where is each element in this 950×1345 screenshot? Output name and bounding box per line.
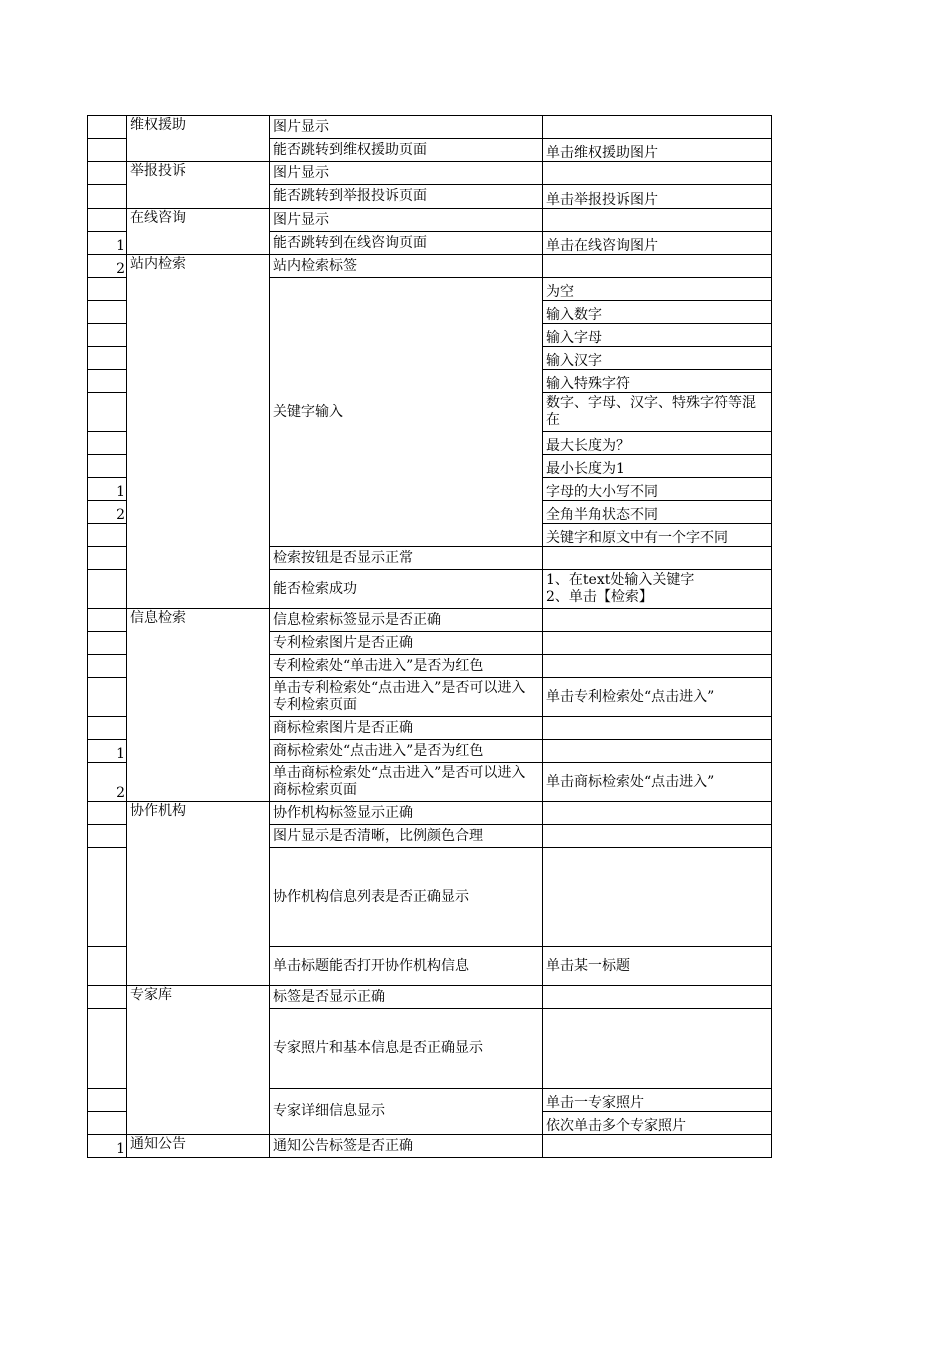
test-item-cell[interactable]: 单击专利检索处“点击进入”是否可以进入专利检索页面 bbox=[270, 678, 543, 717]
table-row bbox=[88, 1135, 772, 1158]
test-item-cell[interactable]: 能否跳转到维权援助页面 bbox=[270, 139, 543, 162]
test-action-cell[interactable]: 数字、字母、汉字、特殊字符等混在 bbox=[543, 393, 772, 432]
test-action-cell[interactable]: 最小长度为1 bbox=[543, 455, 772, 478]
row-number-cell[interactable] bbox=[88, 162, 127, 185]
test-action-cell[interactable] bbox=[543, 717, 772, 740]
test-action-cell[interactable]: 1、在text处输入关键字 2、单击【检索】 bbox=[543, 570, 772, 609]
row-number-cell[interactable]: 2 bbox=[88, 763, 127, 802]
test-item-cell[interactable]: 协作机构信息列表是否正确显示 bbox=[270, 848, 543, 947]
test-action-cell[interactable] bbox=[543, 547, 772, 570]
row-number-cell[interactable] bbox=[88, 139, 127, 162]
test-action-cell[interactable]: 最大长度为？ bbox=[543, 432, 772, 455]
module-cell[interactable]: 通知公告 bbox=[127, 1135, 270, 1158]
row-number-cell[interactable] bbox=[88, 301, 127, 324]
test-action-cell[interactable] bbox=[543, 802, 772, 825]
row-number-cell[interactable] bbox=[88, 802, 127, 825]
row-number-cell[interactable] bbox=[88, 209, 127, 232]
test-item-cell[interactable]: 图片显示是否清晰，比例颜色合理 bbox=[270, 825, 543, 848]
test-action-cell[interactable] bbox=[543, 655, 772, 678]
test-action-cell[interactable]: 输入特殊字符 bbox=[543, 370, 772, 393]
test-item-cell[interactable]: 图片显示 bbox=[270, 162, 543, 185]
test-action-cell[interactable]: 单击在线咨询图片 bbox=[543, 232, 772, 255]
row-number-cell[interactable]: 2 bbox=[88, 255, 127, 278]
module-cell[interactable]: 专家库 bbox=[127, 986, 270, 1135]
row-number-cell[interactable] bbox=[88, 1112, 127, 1135]
test-action-cell[interactable]: 关键字和原文中有一个字不同 bbox=[543, 524, 772, 547]
test-item-cell[interactable]: 专利检索处“单击进入”是否为红色 bbox=[270, 655, 543, 678]
row-number-cell[interactable] bbox=[88, 1009, 127, 1089]
test-action-cell[interactable]: 单击一专家照片 bbox=[543, 1089, 772, 1112]
table-row bbox=[88, 986, 772, 1009]
row-number-cell[interactable] bbox=[88, 986, 127, 1009]
module-cell[interactable]: 维权援助 bbox=[127, 116, 270, 162]
row-number-cell[interactable] bbox=[88, 1089, 127, 1112]
row-number-cell[interactable] bbox=[88, 825, 127, 848]
module-cell[interactable]: 在线咨询 bbox=[127, 209, 270, 255]
test-action-cell[interactable] bbox=[543, 986, 772, 1009]
test-item-cell[interactable]: 商标检索图片是否正确 bbox=[270, 717, 543, 740]
module-cell[interactable]: 举报投诉 bbox=[127, 162, 270, 209]
row-number-cell[interactable] bbox=[88, 278, 127, 301]
test-item-cell[interactable]: 单击商标检索处“点击进入”是否可以进入商标检索页面 bbox=[270, 763, 543, 802]
test-action-cell[interactable]: 字母的大小写不同 bbox=[543, 478, 772, 501]
test-item-cell[interactable]: 站内检索标签 bbox=[270, 255, 543, 278]
test-action-cell[interactable]: 单击专利检索处“点击进入” bbox=[543, 678, 772, 717]
table-row bbox=[88, 209, 772, 232]
test-action-cell[interactable] bbox=[543, 209, 772, 232]
test-action-cell[interactable] bbox=[543, 848, 772, 947]
test-item-cell[interactable]: 商标检索处“点击进入”是否为红色 bbox=[270, 740, 543, 763]
row-number-cell[interactable] bbox=[88, 393, 127, 432]
test-action-cell[interactable]: 全角半角状态不同 bbox=[543, 501, 772, 524]
row-number-cell[interactable] bbox=[88, 370, 127, 393]
table-row bbox=[88, 802, 772, 825]
row-number-cell[interactable]: 2 bbox=[88, 501, 127, 524]
table-row bbox=[88, 116, 772, 139]
row-number-cell[interactable] bbox=[88, 185, 127, 209]
test-item-cell[interactable]: 单击标题能否打开协作机构信息 bbox=[270, 947, 543, 986]
row-number-cell[interactable] bbox=[88, 524, 127, 547]
table-row bbox=[88, 162, 772, 185]
row-number-cell[interactable] bbox=[88, 570, 127, 609]
row-number-cell[interactable] bbox=[88, 116, 127, 139]
test-action-cell[interactable] bbox=[543, 609, 772, 632]
row-number-cell[interactable]: 1 bbox=[88, 740, 127, 763]
test-item-cell[interactable]: 通知公告标签是否正确 bbox=[270, 1135, 543, 1158]
row-number-cell[interactable] bbox=[88, 347, 127, 370]
test-item-cell[interactable]: 协作机构标签显示正确 bbox=[270, 802, 543, 825]
test-item-cell[interactable]: 标签是否显示正确 bbox=[270, 986, 543, 1009]
module-cell[interactable]: 站内检索 bbox=[127, 255, 270, 609]
row-number-cell[interactable] bbox=[88, 609, 127, 632]
test-action-cell[interactable] bbox=[543, 1009, 772, 1089]
row-number-cell[interactable]: 1 bbox=[88, 1135, 127, 1158]
test-action-cell[interactable] bbox=[543, 1135, 772, 1158]
test-item-cell[interactable]: 图片显示 bbox=[270, 209, 543, 232]
row-number-cell[interactable] bbox=[88, 455, 127, 478]
test-item-cell[interactable]: 能否跳转到在线咨询页面 bbox=[270, 232, 543, 255]
row-number-cell[interactable] bbox=[88, 717, 127, 740]
test-action-cell[interactable]: 单击某一标题 bbox=[543, 947, 772, 986]
module-cell[interactable]: 协作机构 bbox=[127, 802, 270, 986]
row-number-cell[interactable]: 1 bbox=[88, 232, 127, 255]
test-item-cell[interactable]: 专家照片和基本信息是否正确显示 bbox=[270, 1009, 543, 1089]
row-number-cell[interactable] bbox=[88, 324, 127, 347]
test-action-cell[interactable] bbox=[543, 255, 772, 278]
test-item-cell[interactable]: 关键字输入 bbox=[270, 278, 543, 547]
table-row bbox=[88, 255, 772, 278]
row-number-cell[interactable] bbox=[88, 547, 127, 570]
test-action-cell[interactable]: 单击举报投诉图片 bbox=[543, 185, 772, 209]
row-number-cell[interactable] bbox=[88, 848, 127, 947]
row-number-cell[interactable]: 1 bbox=[88, 478, 127, 501]
test-item-cell[interactable]: 能否检索成功 bbox=[270, 570, 543, 609]
row-number-cell[interactable] bbox=[88, 655, 127, 678]
test-item-cell[interactable]: 检索按钮是否显示正常 bbox=[270, 547, 543, 570]
test-case-table bbox=[87, 115, 772, 1158]
row-number-cell[interactable] bbox=[88, 432, 127, 455]
test-action-cell[interactable] bbox=[543, 825, 772, 848]
test-item-cell[interactable]: 图片显示 bbox=[270, 116, 543, 139]
test-item-cell[interactable]: 专家详细信息显示 bbox=[270, 1089, 543, 1135]
test-item-cell[interactable]: 能否跳转到举报投诉页面 bbox=[270, 185, 543, 209]
test-action-cell[interactable] bbox=[543, 632, 772, 655]
test-action-cell[interactable]: 为空 bbox=[543, 278, 772, 301]
test-action-cell[interactable]: 输入数字 bbox=[543, 301, 772, 324]
test-action-cell[interactable] bbox=[543, 116, 772, 139]
module-cell[interactable]: 信息检索 bbox=[127, 609, 270, 802]
test-action-cell[interactable] bbox=[543, 740, 772, 763]
test-action-cell[interactable]: 依次单击多个专家照片 bbox=[543, 1112, 772, 1135]
row-number-cell[interactable] bbox=[88, 678, 127, 717]
test-item-cell[interactable]: 信息检索标签显示是否正确 bbox=[270, 609, 543, 632]
table-row bbox=[88, 609, 772, 632]
test-action-cell[interactable]: 单击维权援助图片 bbox=[543, 139, 772, 162]
test-action-cell[interactable]: 输入汉字 bbox=[543, 347, 772, 370]
test-action-cell[interactable]: 输入字母 bbox=[543, 324, 772, 347]
test-action-cell[interactable] bbox=[543, 162, 772, 185]
row-number-cell[interactable] bbox=[88, 632, 127, 655]
row-number-cell[interactable] bbox=[88, 947, 127, 986]
test-action-cell[interactable]: 单击商标检索处“点击进入” bbox=[543, 763, 772, 802]
test-item-cell[interactable]: 专利检索图片是否正确 bbox=[270, 632, 543, 655]
